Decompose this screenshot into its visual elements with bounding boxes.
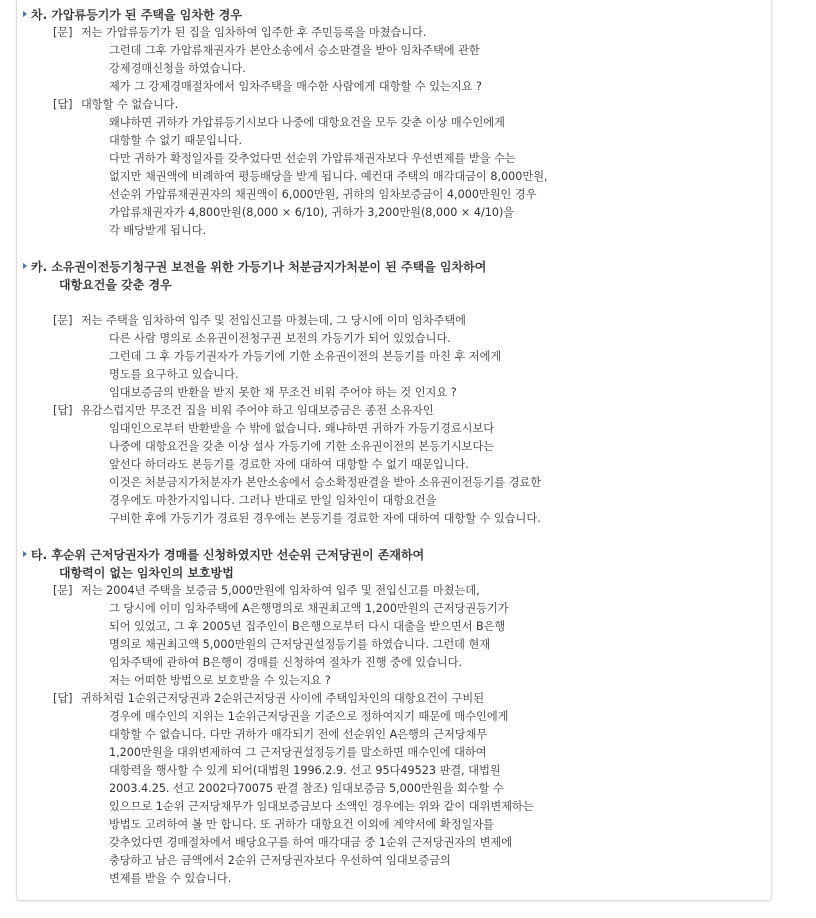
text-line: 구비한 후에 가등기가 경료된 경우에는 본등기를 경료한 자에 대하여 대항할 수 있습니다. — [109, 512, 541, 525]
text-line: 제가 그 강제경매절차에서 임차주택을 매수한 사람에게 대항할 수 있는지요 ? — [109, 80, 482, 93]
content-panel — [16, 0, 772, 901]
text-line: 왜냐하면 귀하가 가압류등기시보다 나중에 대항요건을 모두 갖춘 이상 매수인에게 — [109, 116, 505, 129]
text-line: 대항할 수 없습니다. — [81, 98, 179, 111]
text-line: 임대인으로부터 반환받을 수 밖에 없습니다. 왜냐하면 귀하가 가등기경료시보다 — [109, 422, 495, 435]
text-line: 명의로 채권최고액 5,000만원의 근저당권설정등기를 하였습니다. 그런데 현재 — [109, 638, 491, 651]
text-line: 앞선다 하더라도 본등기를 경료한 자에 대하여 대항할 수 없기 때문입니다. — [109, 458, 469, 471]
text-line: 강제경매신청을 하였습니다. — [109, 62, 246, 75]
text-line: 저는 어떠한 방법으로 보호받을 수 있는지요 ? — [109, 674, 331, 687]
triangle-bullet-icon — [23, 263, 27, 269]
text-line: 있으므로 1순위 근저당채무가 임대보증금보다 소액인 경우에는 위와 같이 대위변제하는 — [109, 800, 534, 813]
text-line: 저는 주택을 임차하여 입주 및 전입신고를 마쳤는데, 그 당시에 이미 임차주택에 — [81, 314, 466, 327]
text-line: 임차주택에 관하여 B은행이 경매를 신청하여 절차가 진행 중에 있습니다. — [109, 656, 463, 669]
section-title-line: 차. 가압류등기가 된 주택을 임차한 경우 — [31, 8, 242, 22]
text-line: 그런데 그후 가압류채권자가 본안소송에서 승소판결을 받아 임차주택에 관한 — [109, 44, 480, 57]
question-tag: [문] — [53, 26, 73, 39]
question-tag: [문] — [53, 314, 73, 327]
answer-tag: [답] — [53, 98, 73, 111]
answer-tag: [답] — [53, 404, 73, 417]
text-line: 그 당시에 이미 임차주택에 A은행명의로 채권최고액 1,200만원의 근저당권등기가 — [109, 602, 509, 615]
text-line: 임대보증금의 반환을 받지 못한 채 무조건 비워 주어야 하는 것 인지요 ? — [109, 386, 457, 399]
answer-tag: [답] — [53, 692, 73, 705]
section-title-line: 대항력이 없는 임차인의 보호방법 — [59, 566, 234, 580]
text-line: 방법도 고려하여 볼 만 합니다. 또 귀하가 대항요건 이외에 계약서에 확정일자를 — [109, 818, 494, 831]
text-line: 귀하처럼 1순위근저당권과 2순위근저당권 사이에 주택임차인의 대항요건이 구비된 — [81, 692, 485, 705]
text-line: 다만 귀하가 확정일자를 갖추었다면 선순위 가압류채권자보다 우선변제를 받을 수는 — [109, 152, 516, 165]
text-line: 충당하고 남은 금액에서 2순위 근저당권자보다 우선하여 임대보증금의 — [109, 854, 451, 867]
text-line: 없지만 채권액에 비례하여 평등배당을 받게 됩니다. 예컨대 주택의 매각대금이 8,000만원, — [109, 170, 548, 183]
text-line: 1,200만원을 대위변제하여 그 근저당권설정등기를 말소하면 매수인에 대하여 — [109, 746, 487, 759]
text-line: 갖추었다면 경매절차에서 배당요구를 하여 매각대금 중 1순위 근저당권자의 변제에 — [109, 836, 513, 849]
text-line: 그런데 그 후 가등기권자가 가등기에 기한 소유권이전의 본등기를 마친 후 저에게 — [109, 350, 502, 363]
text-line: 대항력을 행사할 수 있게 되어(대법원 1996.2.9. 선고 95다49523 판결, 대법원 — [109, 764, 501, 777]
section-title — [31, 6, 242, 24]
text-line: 되어 있었고, 그 후 2005년 집주인이 B은행으로부터 다시 대출을 받으면서 B은행 — [109, 620, 506, 633]
question-tag: [문] — [53, 584, 73, 597]
section-title — [31, 546, 424, 582]
text-line: 경우에도 마찬가지입니다. 그러나 반대로 만일 임차인이 대항요건을 — [109, 494, 437, 507]
text-line: 가압류채권자가 4,800만원(8,000 × 6/10), 귀하가 3,200만원(8,000 × 4/10)을 — [109, 206, 515, 219]
text-line: 대항할 수 없기 때문입니다. — [109, 134, 243, 147]
text-line: 다른 사람 명의로 소유권이전청구권 보전의 가등기가 되어 있었습니다. — [109, 332, 451, 345]
text-line: 경우에 매수인의 지위는 1순위근저당권을 기준으로 정하여지기 때문에 매수인에게 — [109, 710, 509, 723]
text-line: 이것은 처분금지가처분자가 본안소송에서 승소확정판결을 받아 소유권이전등기를 경료한 — [109, 476, 542, 489]
section-title-line: 타. 후순위 근저당권자가 경매를 신청하였지만 선순위 근저당권이 존재하여 — [31, 548, 425, 562]
text-line: 저는 가압류등기가 된 집을 임차하여 입주한 후 주민등록을 마쳤습니다. — [81, 26, 427, 39]
section-title-line: 대항요건을 갖춘 경우 — [59, 278, 172, 292]
text-line: 변제를 받을 수 있습니다. — [109, 872, 232, 885]
text-line: 선순위 가압류채권권자의 채권액이 6,000만원, 귀하의 임차보증금이 4,000만원인 경우 — [109, 188, 537, 201]
text-line: 명도를 요구하고 있습니다. — [109, 368, 239, 381]
text-line: 2003.4.25. 선고 2002다70075 판결 참조) 임대보증금 5,000만원을 회수할 수 — [109, 782, 504, 795]
section-title-line: 카. 소유권이전등기청구권 보전을 위한 가등기나 처분금지가처분이 된 주택을 임차하여 — [31, 260, 487, 274]
text-line: 나중에 대항요건을 갖춘 이상 설사 가등기에 기한 소유권이전의 본등기시보다는 — [109, 440, 495, 453]
text-line: 대항할 수 없습니다. 다만 귀하가 매각되기 전에 선순위인 A은행의 근저당채무 — [109, 728, 488, 741]
section-title — [31, 258, 486, 294]
text-line: 유감스럽지만 무조건 집을 비워 주어야 하고 임대보증금은 종전 소유자인 — [81, 404, 434, 417]
triangle-bullet-icon — [23, 551, 27, 557]
text-line: 저는 2004년 주택을 보증금 5,000만원에 임차하여 입주 및 전입신고를 마쳤는데, — [81, 584, 480, 597]
triangle-bullet-icon — [23, 11, 27, 17]
text-line: 각 배당받게 됩니다. — [109, 224, 207, 237]
